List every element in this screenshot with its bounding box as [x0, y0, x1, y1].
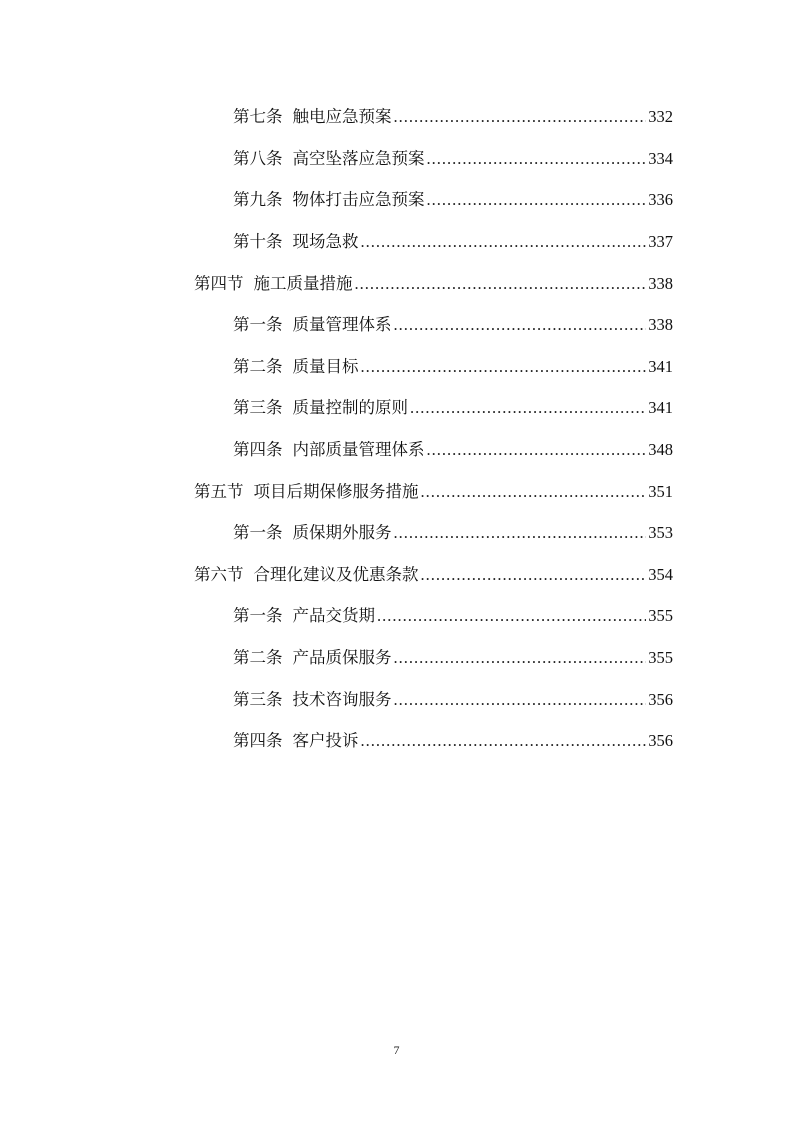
- toc-dot-leader: [410, 396, 646, 420]
- toc-entry-number: 第二条: [233, 648, 283, 667]
- toc-dot-leader: [427, 438, 647, 462]
- toc-entry[interactable]: [233, 230, 673, 254]
- toc-entry[interactable]: [233, 188, 673, 212]
- toc-dot-leader: [394, 646, 647, 670]
- toc-entry-page: 336: [648, 190, 673, 209]
- toc-entry-page: 353: [648, 523, 673, 542]
- page-number: 7: [393, 1043, 400, 1057]
- toc-entry-page: 356: [648, 690, 673, 709]
- toc-dot-leader: [394, 105, 647, 129]
- toc-entry-title: 质量管理体系: [292, 315, 392, 334]
- toc-entry-title: 合理化建议及优惠条款: [253, 565, 419, 584]
- toc-entry-page: 355: [648, 648, 673, 667]
- toc-entry-title: 项目后期保修服务措施: [253, 482, 419, 501]
- toc-entry[interactable]: [233, 646, 673, 670]
- toc-entry-title: 客户投诉: [292, 731, 359, 750]
- toc-entry-page: 338: [648, 274, 673, 293]
- toc-entry-title: 质保期外服务: [292, 523, 392, 542]
- toc-dot-leader: [377, 604, 646, 628]
- toc-entry-number: 第一条: [233, 606, 283, 625]
- toc-entry[interactable]: [233, 688, 673, 712]
- toc-entry-page: 355: [648, 606, 673, 625]
- toc-entry-page: 334: [648, 149, 673, 168]
- toc-entry[interactable]: [233, 355, 673, 379]
- toc-entry-title: 内部质量管理体系: [292, 440, 425, 459]
- toc-dot-leader: [394, 688, 647, 712]
- toc-entry-title: 物体打击应急预案: [292, 190, 425, 209]
- toc-entry[interactable]: [233, 147, 673, 171]
- toc-entry-page: 356: [648, 731, 673, 750]
- toc-entry-page: 351: [648, 482, 673, 501]
- toc-entry-page: 332: [648, 107, 673, 126]
- toc-entry-number: 第三条: [233, 690, 283, 709]
- toc-entry-title: 技术咨询服务: [292, 690, 392, 709]
- toc-entry-page: 341: [648, 357, 673, 376]
- toc-entry[interactable]: [233, 396, 673, 420]
- toc-entry-title: 产品交货期: [292, 606, 375, 625]
- toc-dot-leader: [394, 521, 647, 545]
- toc-entry-title: 产品质保服务: [292, 648, 392, 667]
- toc-entry-number: 第四条: [233, 731, 283, 750]
- toc-entry-number: 第八条: [233, 149, 283, 168]
- toc-entry-title: 质量目标: [292, 357, 359, 376]
- toc-dot-leader: [421, 480, 647, 504]
- toc-dot-leader: [427, 188, 647, 212]
- toc-entry-number: 第二条: [233, 357, 283, 376]
- toc-entry[interactable]: [233, 313, 673, 337]
- toc-entry[interactable]: [233, 438, 673, 462]
- toc-dot-leader: [427, 147, 647, 171]
- toc-entry-title: 高空坠落应急预案: [292, 149, 425, 168]
- toc-dot-leader: [361, 355, 647, 379]
- toc-entry-number: 第六节: [194, 565, 244, 584]
- toc-dot-leader: [394, 313, 647, 337]
- toc-entry[interactable]: [233, 521, 673, 545]
- toc-entry-number: 第四条: [233, 440, 283, 459]
- toc-dot-leader: [361, 230, 647, 254]
- toc-entry-number: 第三条: [233, 398, 283, 417]
- toc-section-entry[interactable]: [194, 272, 673, 296]
- toc-section-entry[interactable]: [194, 480, 673, 504]
- toc-entry-title: 触电应急预案: [292, 107, 392, 126]
- toc-entry-number: 第一条: [233, 523, 283, 542]
- toc-entry-title: 施工质量措施: [253, 274, 353, 293]
- toc-entry[interactable]: [233, 729, 673, 753]
- toc-entry-title: 现场急救: [292, 232, 359, 251]
- toc-entry-number: 第四节: [194, 274, 244, 293]
- toc-entry-title: 质量控制的原则: [292, 398, 408, 417]
- toc-entry-page: 348: [648, 440, 673, 459]
- toc-entry-number: 第九条: [233, 190, 283, 209]
- toc-entry-number: 第十条: [233, 232, 283, 251]
- toc-dot-leader: [355, 272, 647, 296]
- toc-entry-page: 338: [648, 315, 673, 334]
- toc-entry-page: 341: [648, 398, 673, 417]
- toc-entry[interactable]: [233, 604, 673, 628]
- toc-entry-number: 第一条: [233, 315, 283, 334]
- toc-dot-leader: [421, 563, 647, 587]
- toc-entry[interactable]: [233, 105, 673, 129]
- toc-entry-page: 354: [648, 565, 673, 584]
- toc-entry-number: 第五节: [194, 482, 244, 501]
- toc-section-entry[interactable]: [194, 563, 673, 587]
- toc-entry-number: 第七条: [233, 107, 283, 126]
- toc-dot-leader: [361, 729, 647, 753]
- toc-entry-page: 337: [648, 232, 673, 251]
